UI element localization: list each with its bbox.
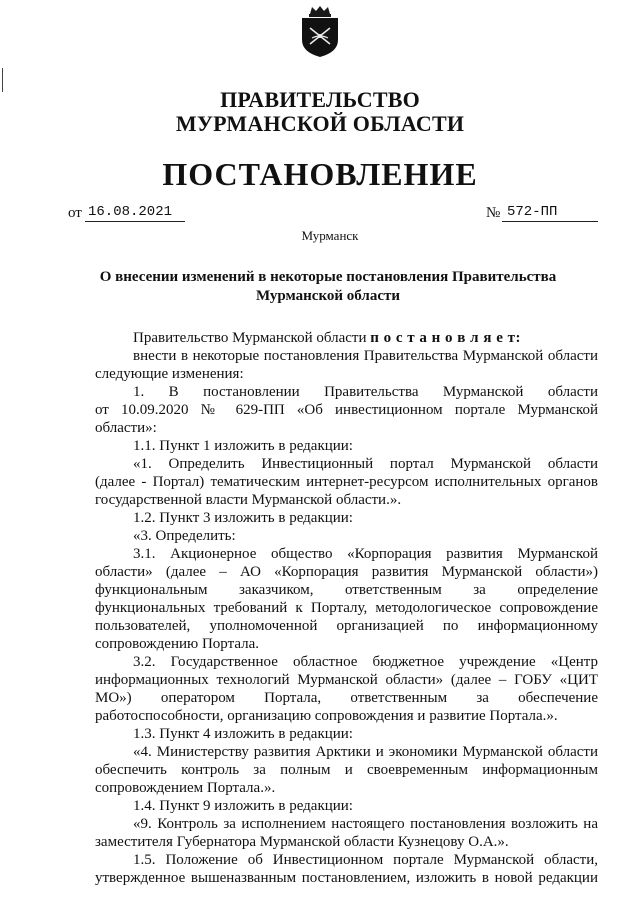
body-line: заместителя Губернатора Мурманской области Кузнецову О.А.».: [95, 834, 509, 850]
body-line: 1.1. Пункт 1 изложить в редакции:: [133, 438, 353, 454]
body-line: функциональных требований к Порталу, методологическое сопровождение: [95, 600, 598, 616]
date-number-row: [0, 204, 640, 222]
body-line: внести в некоторые постановления Правительства Мурманской области: [133, 348, 598, 364]
body-line: «4. Министерству развития Арктики и экономики Мурманской области: [133, 744, 598, 760]
document-number: 572-ПП: [502, 204, 598, 222]
body-line: МО») оператором Портала, ответственным за обеспечение: [95, 690, 598, 706]
document-title-line2: Мурманской области: [255, 288, 401, 304]
body-line: «9. Контроль за исполнением настоящего постановления возложить на: [133, 816, 598, 832]
body-line: функциональным заказчиком, ответственным за определение: [95, 582, 598, 598]
body-line: «1. Определить Инвестиционный портал Мурманской области: [133, 456, 598, 472]
body-line: 1.2. Пункт 3 изложить в редакции:: [133, 510, 353, 526]
body-line: информационных технологий Мурманской области» (далее – ГОБУ «ЦИТ: [95, 672, 598, 688]
body-line: (далее - Портал) тематическим интернет-ресурсом исполнительных органов: [95, 474, 598, 490]
date-prefix: от: [68, 205, 82, 221]
number-sign: №: [486, 205, 501, 221]
body-line: 1.4. Пункт 9 изложить в редакции:: [133, 798, 353, 814]
body-line: обеспечить контроль за полным и своевременным информационным: [95, 762, 598, 778]
body-line: 1.3. Пункт 4 изложить в редакции:: [133, 726, 353, 742]
body-line: утвержденное вышеназванным постановлением, изложить в новой редакции: [95, 870, 598, 886]
lead-verb: п о с т а н о в л я е т:: [370, 330, 521, 346]
body-line: следующие изменения:: [95, 366, 244, 382]
city-name: Мурманск: [301, 228, 359, 243]
body-lead-line: [95, 329, 598, 347]
body-line: сопровождению Портала.: [95, 636, 260, 652]
document-date: 16.08.2021: [85, 204, 185, 222]
body-line: 1. В постановлении Правительства Мурманской области: [133, 384, 598, 400]
body-line: «3. Определить:: [133, 528, 236, 544]
body-line: сопровождением Портала.».: [95, 780, 276, 796]
org-name-line1: ПРАВИТЕЛЬСТВО: [220, 87, 420, 112]
body-line: области» (далее – АО «Корпорация развития Мурманской области»): [95, 564, 598, 580]
body-line: 3.1. Акционерное общество «Корпорация развития Мурманской: [133, 546, 598, 562]
body-line: государственной власти Мурманской области.».: [95, 492, 402, 508]
document-type: ПОСТАНОВЛЕНИЕ: [162, 156, 478, 192]
coat-of-arms-icon: [298, 4, 342, 58]
body-line: пользователей, уполномоченной организацией по информационному: [95, 618, 598, 634]
body-line: работоспособности, организацию сопровождения и развитие Портала.».: [95, 708, 558, 724]
lead-text: Правительство Мурманской области: [133, 330, 371, 346]
body-line: области»:: [95, 420, 157, 436]
body-line: 3.2. Государственное областное бюджетное учреждение «Центр: [133, 654, 598, 670]
body-line: 1.5. Положение об Инвестиционном портале Мурманской области,: [133, 852, 598, 868]
body-line: от 10.09.2020 № 629-ПП «Об инвестиционном портале Мурманской: [95, 402, 598, 418]
document-title-line1: О внесении изменений в некоторые постановления Правительства: [99, 269, 557, 285]
org-name-line2: МУРМАНСКОЙ ОБЛАСТИ: [175, 111, 465, 136]
document-body: [95, 329, 598, 887]
